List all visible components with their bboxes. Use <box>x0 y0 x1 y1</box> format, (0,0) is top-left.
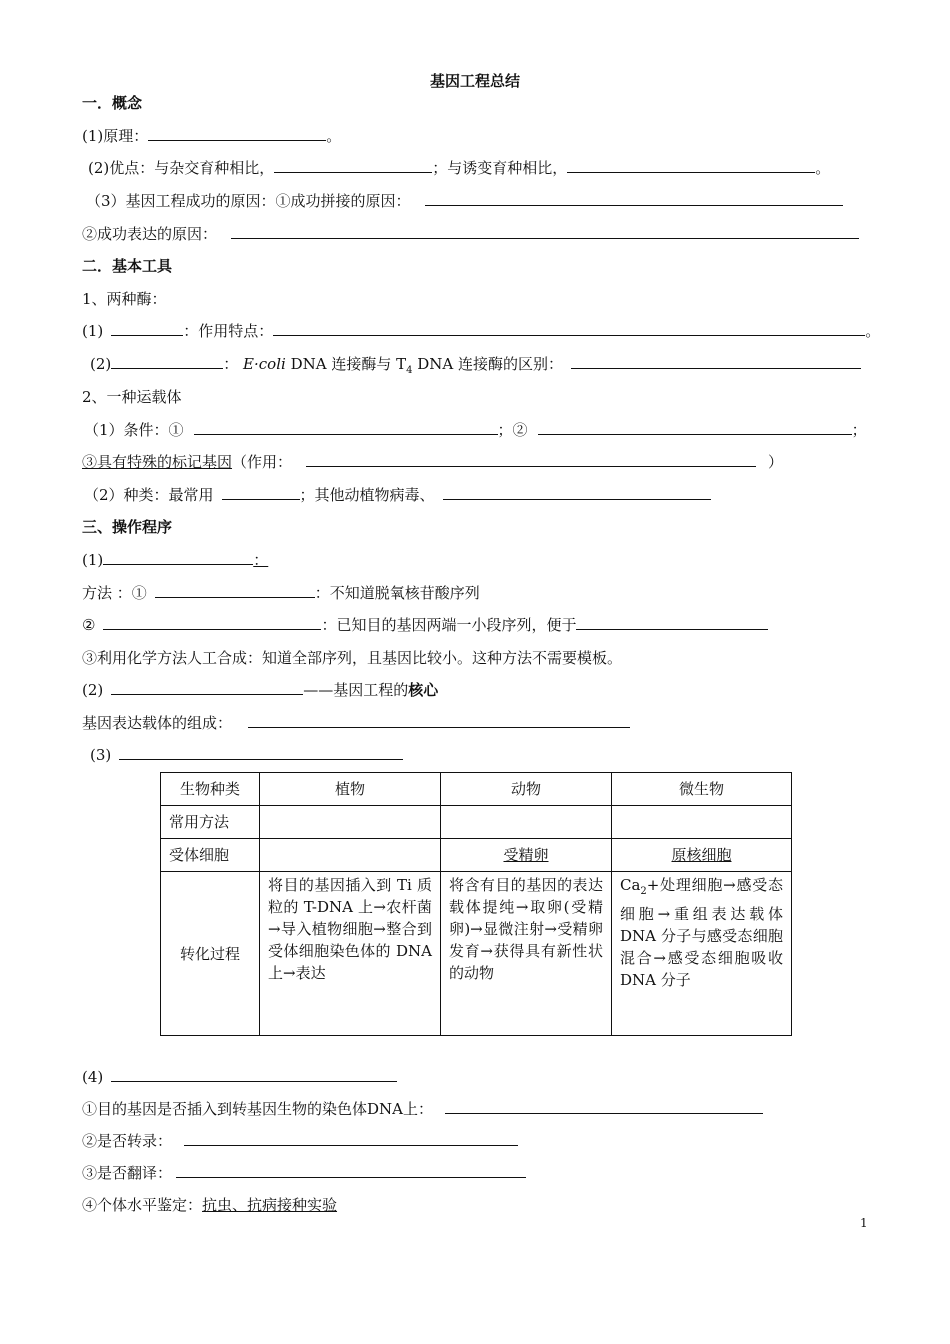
blank-field[interactable] <box>194 419 498 435</box>
blank-field[interactable] <box>571 353 861 369</box>
vector-conditions-line: （1）条件：① ；② ； <box>84 421 867 439</box>
table-header-cell: 微生物 <box>612 773 792 806</box>
blank-field[interactable] <box>538 419 852 435</box>
page-number: 1 <box>860 1216 868 1230</box>
blank-field[interactable] <box>111 1066 397 1082</box>
blank-field[interactable] <box>222 484 300 500</box>
table-cell: 转化过程 <box>161 872 260 1036</box>
table-row <box>161 872 792 1036</box>
table-cell: 常用方法 <box>161 806 260 839</box>
blank-field[interactable] <box>576 614 768 630</box>
detection-2-line: ②是否转录： <box>82 1130 518 1152</box>
blank-field[interactable] <box>425 190 843 206</box>
section-3-heading: 三、操作程序 <box>82 518 173 536</box>
blank-field[interactable] <box>103 614 321 630</box>
step-4-line: (4) <box>82 1066 397 1088</box>
blank-field[interactable] <box>111 320 183 336</box>
vector-title: 2、一种运载体 <box>82 388 182 406</box>
blank-field[interactable] <box>443 484 711 500</box>
blank-field[interactable] <box>111 679 303 695</box>
table-header-cell: 植物 <box>260 773 441 806</box>
method-1-line: 方法 ：① ：不知道脱氧核苷酸序列 <box>82 584 480 602</box>
concept-principle-line: (1)原理： 。 <box>82 127 342 145</box>
table-cell: $Ca_2+$处理细胞→感受态细胞→重组表达载体 DNA 分子与感受态细胞混合→感受态细胞吸收 DNA 分子 <box>612 872 792 1036</box>
table-cell: 原核细胞 <box>612 839 792 872</box>
enzyme-1-line: (1) ：作用特点： 。 <box>82 322 881 340</box>
enzymes-title: 1、两种酶： <box>82 290 167 308</box>
blank-field[interactable] <box>148 125 326 141</box>
table-cell-empty[interactable] <box>260 839 441 872</box>
detection-3-line: ③是否翻译： <box>82 1162 526 1184</box>
blank-field[interactable] <box>248 712 630 728</box>
concept-success-reason-line: （3）基因工程成功的原因：①成功拼接的原因： <box>86 190 843 212</box>
table-header-cell: 生物种类 <box>161 773 260 806</box>
enzyme-2-line: (2) ： E·coli DNA 连接酶与 $T_4$ DNA 连接酶的区别： <box>90 353 861 375</box>
transformation-table <box>160 772 792 1036</box>
detection-1-line: ①目的基因是否插入到转基因生物的染色体DNA上： <box>82 1098 763 1120</box>
table-header-cell: 动物 <box>441 773 612 806</box>
method-2-line: ② ：已知目的基因两端一小段序列，便于 <box>82 614 768 636</box>
blank-field[interactable] <box>306 451 756 467</box>
table-row <box>161 806 792 839</box>
blank-field[interactable] <box>567 157 815 173</box>
blank-field[interactable] <box>274 157 432 173</box>
detection-4-line: ④个体水平鉴定：抗虫、抗病接种实验 <box>82 1196 338 1214</box>
blank-field[interactable] <box>176 1162 526 1178</box>
blank-field[interactable] <box>273 320 865 336</box>
section-2-heading: 二．基本工具 <box>82 257 173 275</box>
blank-field[interactable] <box>155 582 315 598</box>
marker-gene-line: ③具有特殊的标记基因（作用： ） <box>82 453 784 471</box>
step-1-line: (1) ： <box>82 551 269 569</box>
table-row <box>161 773 792 806</box>
table-row <box>161 839 792 872</box>
vector-composition-line: 基因表达载体的组成： <box>82 712 630 734</box>
table-cell-empty[interactable] <box>612 806 792 839</box>
blank-field[interactable] <box>231 223 859 239</box>
section-1-heading: 一．概念 <box>82 94 143 112</box>
method-3-line: ③利用化学方法人工合成：知道全部序列，且基因比较小。这种方法不需要模板。 <box>82 649 623 667</box>
blank-field[interactable] <box>184 1130 518 1146</box>
vector-types-line: （2）种类：最常用 ；其他动植物病毒、 <box>84 484 711 506</box>
concept-advantage-line: (2)优点：与杂交育种相比， ；与诱变育种相比， 。 <box>88 159 831 177</box>
table-cell: 将含有目的基因的表达载体提纯→取卵(受精卵)→显微注射→受精卵发育→获得具有新性状的动物 <box>441 872 612 1036</box>
page-title: 基因工程总结 <box>429 72 520 90</box>
table-cell-empty[interactable] <box>260 806 441 839</box>
blank-field[interactable] <box>103 549 253 565</box>
step-3-line: (3) <box>90 744 403 766</box>
blank-field[interactable] <box>119 744 403 760</box>
blank-field[interactable] <box>445 1098 763 1114</box>
concept-expression-reason-line: ②成功表达的原因： <box>82 223 859 245</box>
blank-field[interactable] <box>111 353 223 369</box>
table-cell: 将目的基因插入到 Ti 质粒的 T-DNA 上→农杆菌→导入植物细胞→整合到受体细胞染色体的 DNA 上→表达 <box>260 872 441 1036</box>
step-2-line: (2) ——基因工程的核心 <box>82 681 439 699</box>
table-cell-empty[interactable] <box>441 806 612 839</box>
table-cell: 受体细胞 <box>161 839 260 872</box>
table-cell: 受精卵 <box>441 839 612 872</box>
